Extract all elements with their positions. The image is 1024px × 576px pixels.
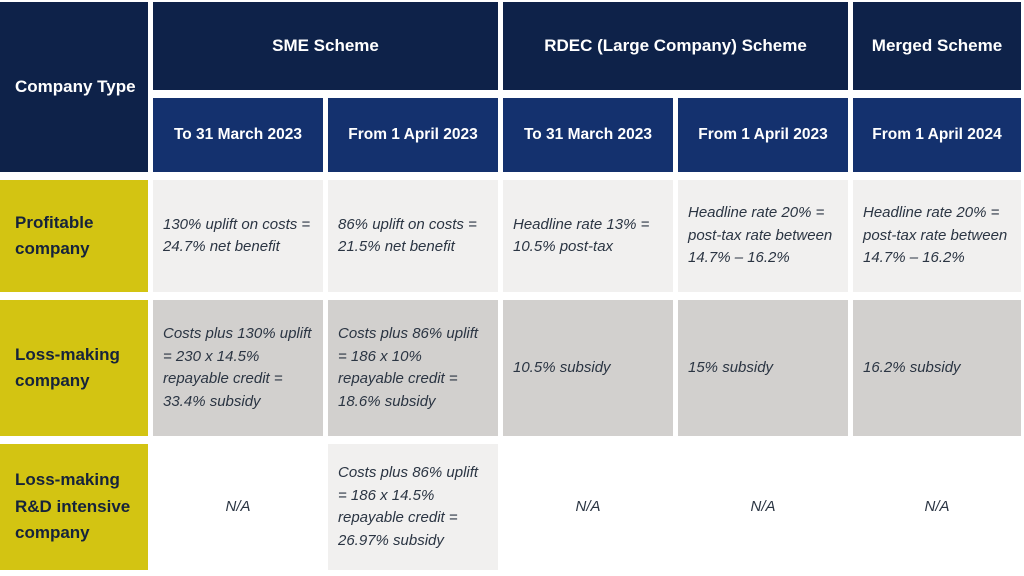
group-header-rdec-scheme: RDEC (Large Company) Scheme bbox=[503, 2, 848, 90]
subheader-sme-from-1-april-2023: From 1 April 2023 bbox=[328, 98, 498, 172]
group-header-merged-scheme: Merged Scheme bbox=[853, 2, 1021, 90]
cell-profitable-merged: Headline rate 20% = post-tax rate between 14.7% – 16.2% bbox=[853, 180, 1021, 292]
cell-lossmaking-sme-to-2023: Costs plus 130% uplift = 230 x 14.5% repayable credit = 33.4% subsidy bbox=[153, 300, 323, 436]
cell-profitable-rdec-from-2023: Headline rate 20% = post-tax rate between 14.7% – 16.2% bbox=[678, 180, 848, 292]
cell-rdintensive-merged: N/A bbox=[853, 444, 1021, 570]
cell-lossmaking-rdec-from-2023: 15% subsidy bbox=[678, 300, 848, 436]
cell-rdintensive-sme-from-2023: Costs plus 86% uplift = 186 x 14.5% repayable credit = 26.97% subsidy bbox=[328, 444, 498, 570]
row-header-loss-making-company: Loss-making company bbox=[0, 300, 148, 436]
cell-rdintensive-rdec-to-2023: N/A bbox=[503, 444, 673, 570]
corner-header-company-type bbox=[0, 2, 148, 172]
row-header-profitable-company: Profitable company bbox=[0, 180, 148, 292]
cell-profitable-sme-to-2023: 130% uplift on costs = 24.7% net benefit bbox=[153, 180, 323, 292]
cell-rdintensive-sme-to-2023: N/A bbox=[153, 444, 323, 570]
cell-lossmaking-rdec-to-2023: 10.5% subsidy bbox=[503, 300, 673, 436]
cell-lossmaking-merged: 16.2% subsidy bbox=[853, 300, 1021, 436]
corner-header-label: Company Type bbox=[15, 77, 136, 96]
subheader-rdec-from-1-april-2023: From 1 April 2023 bbox=[678, 98, 848, 172]
subheader-sme-to-31-march-2023: To 31 March 2023 bbox=[153, 98, 323, 172]
row-header-rd-intensive-company: Loss-making R&D intensive company bbox=[0, 444, 148, 570]
subheader-rdec-to-31-march-2023: To 31 March 2023 bbox=[503, 98, 673, 172]
cell-lossmaking-sme-from-2023: Costs plus 86% uplift = 186 x 10% repayable credit = 18.6% subsidy bbox=[328, 300, 498, 436]
cell-profitable-rdec-to-2023: Headline rate 13% = 10.5% post-tax bbox=[503, 180, 673, 292]
group-header-sme-scheme: SME Scheme bbox=[153, 2, 498, 90]
subheader-merged-from-1-april-2024: From 1 April 2024 bbox=[853, 98, 1021, 172]
cell-profitable-sme-from-2023: 86% uplift on costs = 21.5% net benefit bbox=[328, 180, 498, 292]
cell-rdintensive-rdec-from-2023: N/A bbox=[678, 444, 848, 570]
